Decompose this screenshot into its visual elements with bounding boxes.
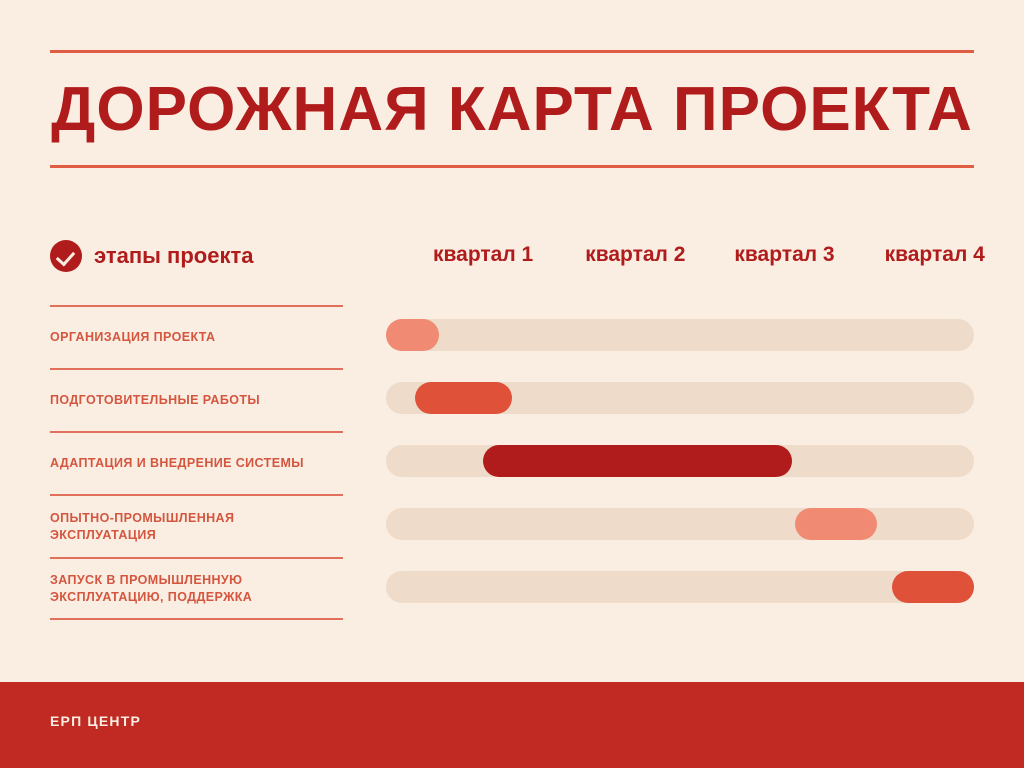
row-label: ОПЫТНО-ПРОМЫШЛЕННАЯ ЭКСПЛУАТАЦИЯ — [50, 510, 235, 542]
page-title: ДОРОЖНАЯ КАРТА ПРОЕКТА — [51, 75, 973, 144]
gantt-bar — [795, 508, 877, 540]
row-label: ОРГАНИЗАЦИЯ ПРОЕКТА — [50, 330, 216, 345]
row-label-cell — [50, 431, 343, 494]
row-label-cell — [50, 494, 343, 557]
legend-row — [50, 240, 985, 286]
table-row — [50, 305, 980, 368]
row-label: ПОДГОТОВИТЕЛЬНЫЕ РАБОТЫ — [50, 393, 260, 408]
gantt-bar — [386, 319, 439, 351]
table-row — [50, 557, 980, 620]
footer-company-name: ЕРП ЦЕНТР — [50, 713, 141, 729]
row-track — [386, 571, 974, 603]
quarter-header-2: квартал 2 — [585, 243, 686, 266]
quarter-header-4: квартал 4 — [884, 243, 985, 266]
quarter-header-1: квартал 1 — [433, 243, 534, 266]
gantt-bar — [892, 571, 974, 603]
footer-bar — [0, 682, 1024, 768]
row-track — [386, 508, 974, 540]
quarter-header-3: квартал 3 — [734, 243, 835, 266]
check-circle-icon — [50, 240, 82, 272]
quarter-headers — [383, 243, 983, 267]
roadmap-rows — [50, 305, 980, 620]
table-row — [50, 368, 980, 431]
gantt-bar — [483, 445, 792, 477]
stages-header-label: этапы проекта — [94, 243, 254, 268]
row-label-cell — [50, 368, 343, 431]
row-label: ЗАПУСК В ПРОМЫШЛЕННУЮ ЭКСПЛУАТАЦИЮ, ПОДДЕРЖКА — [50, 572, 253, 604]
table-row — [50, 494, 980, 557]
row-label-cell — [50, 305, 343, 368]
track-background — [386, 571, 974, 603]
header — [50, 50, 974, 168]
gantt-bar — [415, 382, 512, 414]
header-rule-bottom — [50, 165, 974, 168]
row-label-cell — [50, 557, 343, 620]
row-track — [386, 445, 974, 477]
stages-header — [50, 240, 253, 272]
row-track — [386, 382, 974, 414]
track-background — [386, 319, 974, 351]
row-track — [386, 319, 974, 351]
track-background — [386, 508, 974, 540]
row-label: АДАПТАЦИЯ И ВНЕДРЕНИЕ СИСТЕМЫ — [50, 456, 304, 471]
table-row — [50, 431, 980, 494]
